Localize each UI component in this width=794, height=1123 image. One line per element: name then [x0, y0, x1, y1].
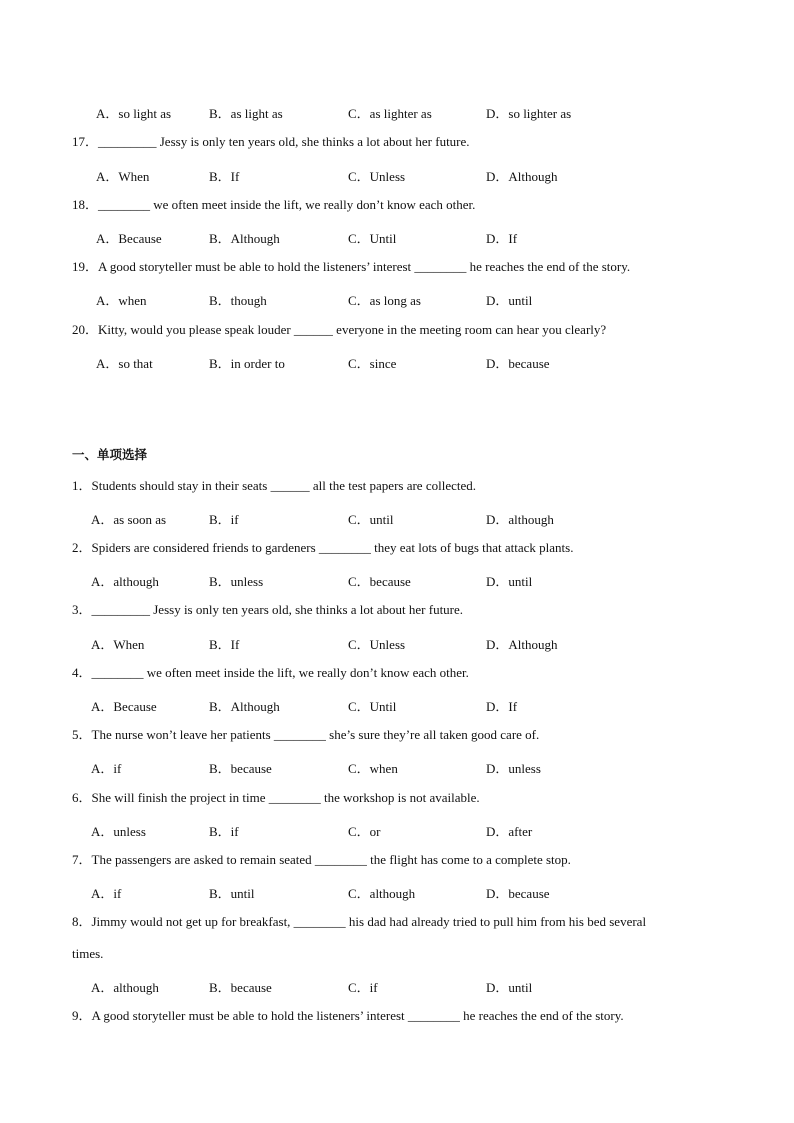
options-row-3: [0, 634, 794, 650]
option-d: D．until: [486, 293, 533, 308]
option-a: A．as soon as: [91, 512, 167, 527]
question-8: 8．Jimmy would not get up for breakfast, ________ his dad had already tried to pull him from his bed several: [72, 914, 647, 929]
option-b: B．unless: [209, 574, 264, 589]
question-19: 19．A good storyteller must be able to hold the listeners’ interest ________ he reaches the end of the story.: [72, 259, 631, 274]
question-7: 7．The passengers are asked to remain seated ________ the flight has come to a complete stop.: [72, 852, 571, 867]
option-c: C．Unless: [348, 637, 406, 652]
option-d: D．unless: [486, 761, 541, 776]
option-d: D．Although: [486, 637, 558, 652]
question-8-continuation: times.: [72, 946, 104, 961]
question-2: 2．Spiders are considered friends to gardeners ________ they eat lots of bugs that attack plants.: [72, 540, 574, 555]
options-row-4: [0, 696, 794, 712]
option-c: C．because: [348, 574, 411, 589]
question-1: 1．Students should stay in their seats ______ all the test papers are collected.: [72, 478, 476, 493]
question-9: 9．A good storyteller must be able to hold the listeners’ interest ________ he reaches the end of the story.: [72, 1008, 624, 1023]
question-5: 5．The nurse won’t leave her patients ________ she’s sure they’re all taken good care of.: [72, 727, 540, 742]
question-4: 4．________ we often meet inside the lift, we really don’t know each other.: [72, 665, 469, 680]
option-b: B．because: [209, 980, 272, 995]
options-row-7: [0, 883, 794, 899]
option-c: C．Unless: [348, 169, 406, 184]
option-c: C．although: [348, 886, 416, 901]
options-row-2: [0, 571, 794, 587]
options-row-20: [0, 353, 794, 369]
option-d: D．Although: [486, 169, 558, 184]
option-a: A．although: [91, 980, 159, 995]
option-d: D．because: [486, 886, 550, 901]
option-d: D．If: [486, 699, 518, 714]
option-b: B．if: [209, 512, 239, 527]
options-row-1: [0, 509, 794, 525]
options-row-5: [0, 758, 794, 774]
option-c: C．until: [348, 512, 394, 527]
option-a: A．Because: [91, 699, 157, 714]
option-a: A．so light as: [96, 106, 172, 121]
option-b: B．if: [209, 824, 239, 839]
option-b: B．because: [209, 761, 272, 776]
options-row-8: [0, 977, 794, 993]
question-20: 20．Kitty, would you please speak louder ______ everyone in the meeting room can hear you clearly?: [72, 322, 607, 337]
option-b: B．though: [209, 293, 267, 308]
option-c: C．if: [348, 980, 378, 995]
option-d: D．because: [486, 356, 550, 371]
option-a: A．Because: [96, 231, 162, 246]
question-18: 18．________ we often meet inside the lift, we really don’t know each other.: [72, 197, 476, 212]
options-row-16: [0, 103, 794, 119]
section-heading: 一、单项选择: [72, 447, 148, 462]
option-d: D．until: [486, 574, 533, 589]
option-c: C．since: [348, 356, 397, 371]
option-c: C．or: [348, 824, 381, 839]
options-row-18: [0, 228, 794, 244]
option-c: C．as lighter as: [348, 106, 432, 121]
options-row-6: [0, 821, 794, 837]
option-d: D．until: [486, 980, 533, 995]
option-b: B．If: [209, 169, 240, 184]
question-17: 17．_________ Jessy is only ten years old, she thinks a lot about her future.: [72, 134, 470, 149]
option-a: A．so that: [96, 356, 153, 371]
option-a: A．although: [91, 574, 159, 589]
option-b: B．until: [209, 886, 255, 901]
option-d: D．although: [486, 512, 554, 527]
option-b: B．in order to: [209, 356, 285, 371]
option-b: B．If: [209, 637, 240, 652]
option-d: D．so lighter as: [486, 106, 572, 121]
option-c: C．Until: [348, 699, 397, 714]
option-d: D．If: [486, 231, 518, 246]
option-b: B．Although: [209, 699, 280, 714]
option-c: C．when: [348, 761, 398, 776]
option-c: C．Until: [348, 231, 397, 246]
question-3: 3．_________ Jessy is only ten years old, she thinks a lot about her future.: [72, 602, 464, 617]
option-a: A．unless: [91, 824, 146, 839]
option-a: A．When: [91, 637, 145, 652]
option-d: D．after: [486, 824, 533, 839]
option-b: B．as light as: [209, 106, 283, 121]
options-row-19: [0, 290, 794, 306]
question-6: 6．She will finish the project in time ________ the workshop is not available.: [72, 790, 480, 805]
option-a: A．when: [96, 293, 147, 308]
option-b: B．Although: [209, 231, 280, 246]
option-a: A．if: [91, 886, 122, 901]
option-a: A．When: [96, 169, 150, 184]
option-c: C．as long as: [348, 293, 421, 308]
options-row-17: [0, 166, 794, 182]
option-a: A．if: [91, 761, 122, 776]
